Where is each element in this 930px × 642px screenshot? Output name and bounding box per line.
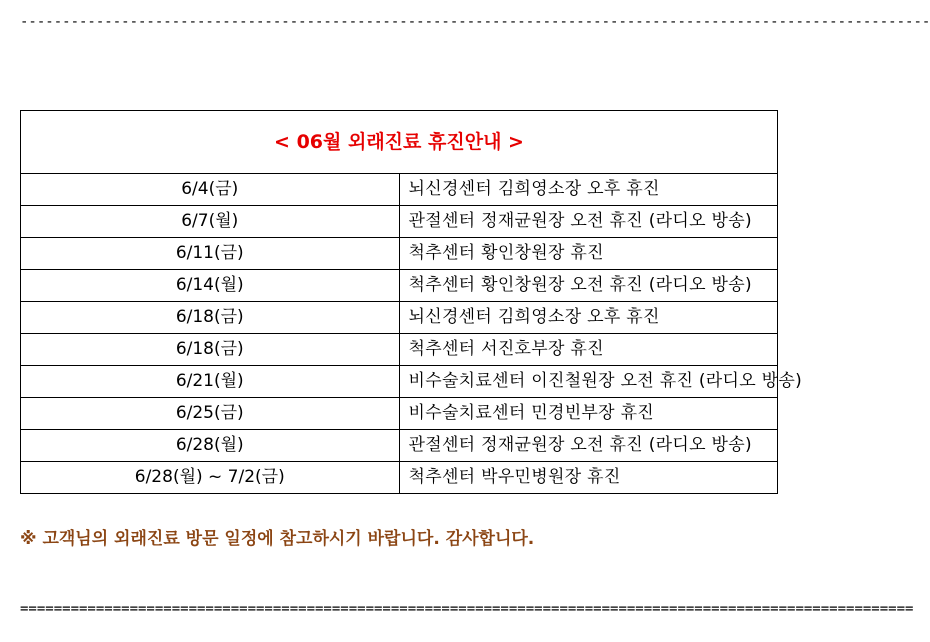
closure-date: 6/28(월) — [21, 430, 400, 462]
visit-reference-note: ※ 고객님의 외래진료 방문 일정에 참고하시기 바랍니다. 감사합니다. — [20, 529, 535, 549]
table-row — [21, 366, 778, 398]
closure-description: 비수술치료센터 민경빈부장 휴진 — [399, 398, 778, 430]
closure-description: 척추센터 서진호부장 휴진 — [399, 334, 778, 366]
closure-date: 6/21(월) — [21, 366, 400, 398]
bottom-double-rule: ========================================================================================================== — [20, 601, 914, 617]
top-dashed-rule: ------------------------------------------------------------------------------------------------------------ — [20, 14, 930, 30]
table-row — [21, 206, 778, 238]
closure-date: 6/28(월) ~ 7/2(금) — [21, 462, 400, 494]
closure-date: 6/7(월) — [21, 206, 400, 238]
closure-notice-table — [20, 110, 803, 494]
closure-description: 뇌신경센터 김희영소장 오후 휴진 — [399, 174, 778, 206]
closure-date: 6/4(금) — [21, 174, 400, 206]
notice-title: < 06월 외래진료 휴진안내 > — [21, 111, 778, 174]
table-row — [21, 270, 778, 302]
closure-description: 비수술치료센터 이진철원장 오전 휴진 (라디오 방송) — [399, 366, 778, 398]
closure-date: 6/11(금) — [21, 238, 400, 270]
closure-date: 6/14(월) — [21, 270, 400, 302]
closure-description: 뇌신경센터 김희영소장 오후 휴진 — [399, 302, 778, 334]
closure-date: 6/18(금) — [21, 302, 400, 334]
table-row — [21, 430, 778, 462]
closure-date: 6/25(금) — [21, 398, 400, 430]
table-row — [21, 334, 778, 366]
closure-description: 척추센터 황인창원장 오전 휴진 (라디오 방송) — [399, 270, 778, 302]
table-row — [21, 238, 778, 270]
table-row — [21, 174, 778, 206]
closure-description: 관절센터 정재균원장 오전 휴진 (라디오 방송) — [399, 206, 778, 238]
closure-date: 6/18(금) — [21, 334, 400, 366]
table-row — [21, 398, 778, 430]
closure-description: 척추센터 박우민병원장 휴진 — [399, 462, 778, 494]
closure-description: 관절센터 정재균원장 오전 휴진 (라디오 방송) — [399, 430, 778, 462]
closure-description: 척추센터 황인창원장 휴진 — [399, 238, 778, 270]
table-row — [21, 302, 778, 334]
title-row — [21, 111, 778, 174]
table-row — [21, 462, 778, 494]
